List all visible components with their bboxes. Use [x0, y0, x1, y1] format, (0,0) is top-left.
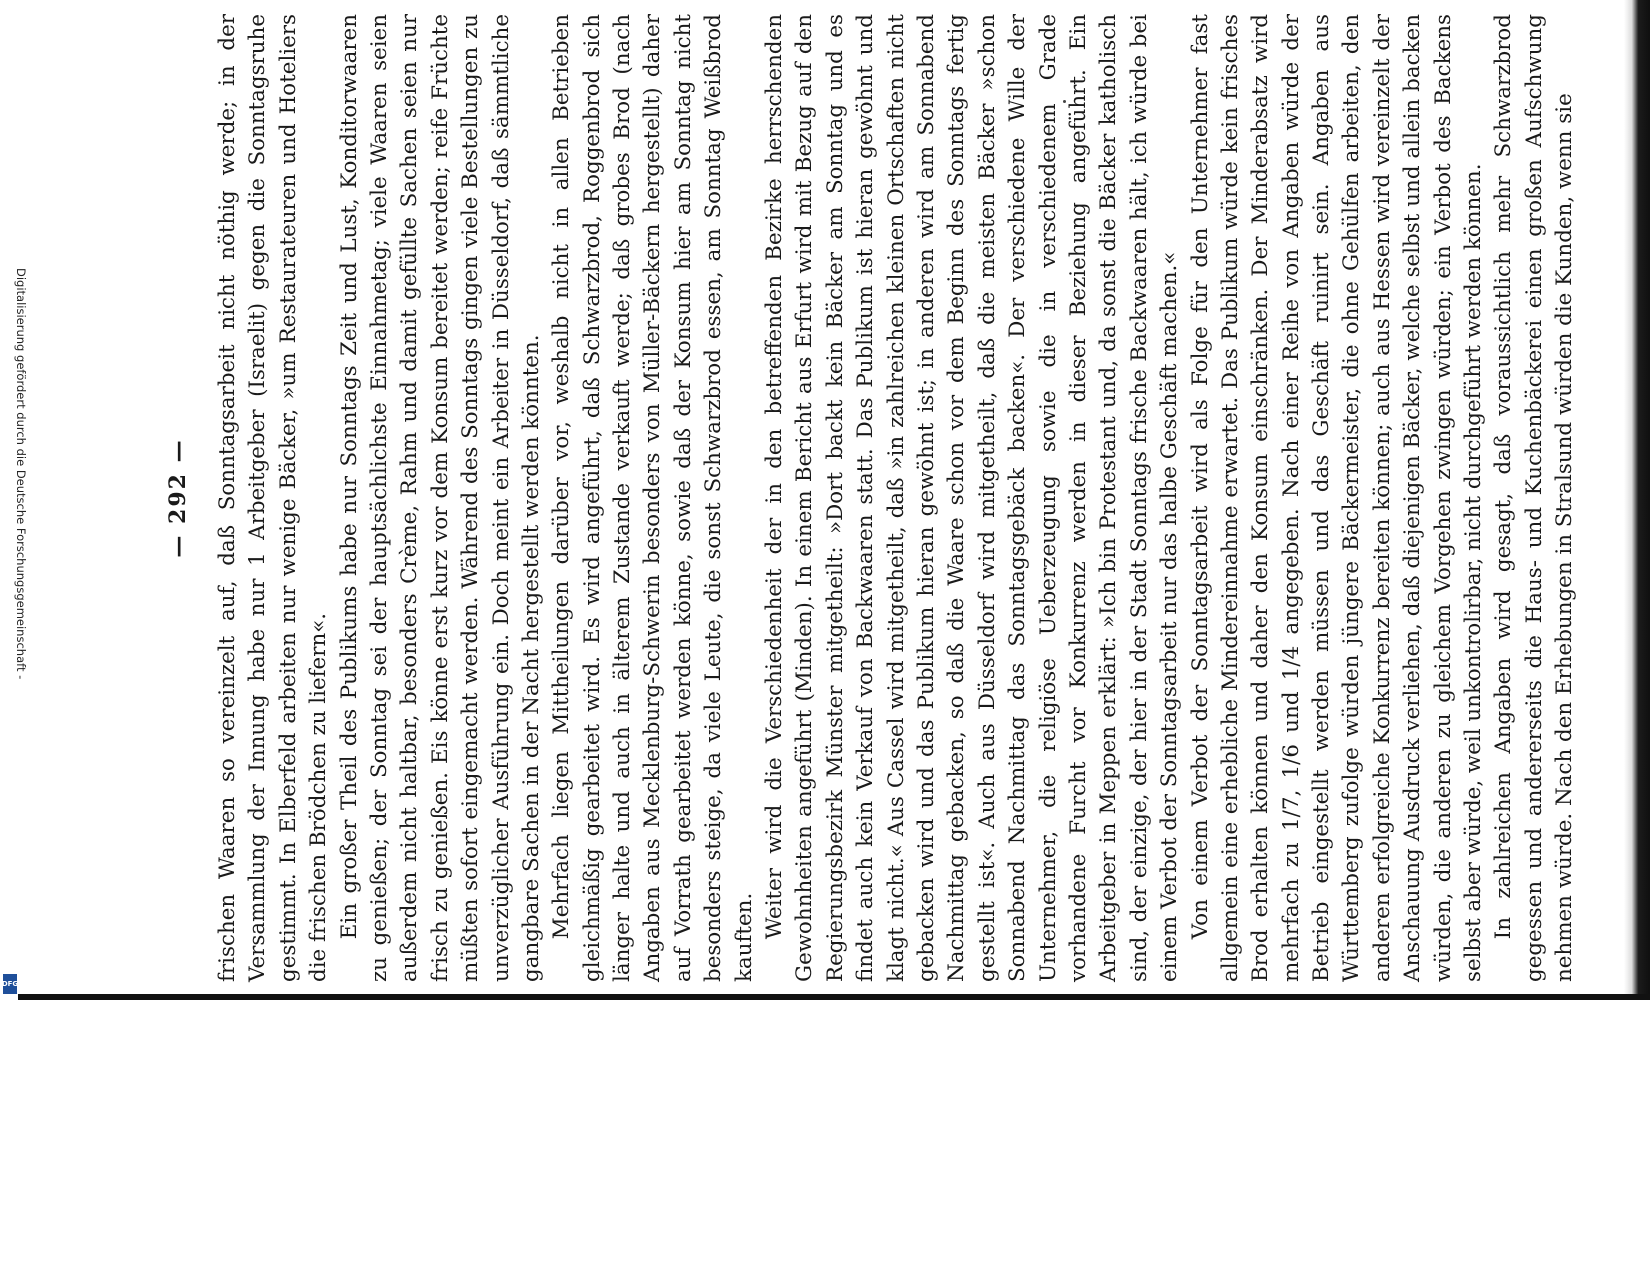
dfg-logo: DFG [3, 974, 17, 994]
page-number: — 292 — [165, 438, 191, 558]
paragraph: Ein großer Theil des Publikums habe nur Sonntags Zeit und Lust, Konditorwaaren zu genießen; der Sonntag sei der hauptsächlichste Einnahmetag; viele Waaren seien außerdem nicht haltbar, besonders Crème, Rahm und damit gefüllte Sachen seien nur frisch zu genießen. Eis könne erst kurz vor dem Konsum bereitet werden; reife Früchte müßten sofort eingemacht werden. Während des Sonntags gingen viele Bestellungen zu unverzüglicher Ausführung ein. Doch meint ein Arbeiter in Düsseldorf, daß sämmtliche gangbare Sachen in der Nacht hergestellt werden könnten. [336, 14, 544, 982]
scan-border [18, 994, 1650, 1000]
binding-edge [1624, 0, 1650, 1000]
document-page [165, 14, 1578, 982]
paragraph: Weiter wird die Verschiedenheit der in den betreffenden Bezirke herrschenden Gewohnheiten angeführt (Minden). In einem Bericht aus Erfurt wird mit Bezug auf den Regierungsbezirk Münster mitgetheilt: »Dort backt kein Bäcker am Sonntag und es findet auch kein Verkauf von Backwaaren statt. Das Publikum ist hieran gewöhnt und klagt nicht.« Aus Cassel wird mitgetheilt, daß »in zahlreichen kleinen Ortschaften nicht gebacken wird und das Publikum hieran gewöhnt ist; in anderen wird am Sonnabend Nachmittag gebacken, so daß die Waare schon vor dem Beginn des Sonntags fertig gestellt ist«. Auch aus Düsseldorf wird mitgetheilt, daß die meisten Bäcker »schon Sonnabend Nachmittag das Sonntagsgebäck backen«. Der verschiedene Wille der Unternehmer, die religiöse Ueberzeugung sowie die in verschiedenem Grade vorhandene Furcht vor Konkurrenz werden in dieser Beziehung angeführt. Ein Arbeitgeber in Meppen erklärt: »Ich bin Protestant und, da sonst die Bäcker katholisch sind, der einzige, der hier in der Stadt Sonntags frische Backwaaren hält, ich würde bei einem Verbot der Sonntagsarbeit nur das halbe Geschäft machen.« [762, 14, 1183, 982]
page-body [213, 14, 1581, 982]
credit-text: Digitalisierung gefördert durch die Deutsche Forschungsgemeinschaft - [14, 268, 28, 680]
paragraph: In zahlreichen Angaben wird gesagt, daß voraussichtlich mehr Schwarzbrod gegessen und andererseits die Haus- und Kuchenbäckerei einen großen Aufschwung nehmen würde. Nach den Erhebungen in Stralsund würden die Kunden, wenn sie [1491, 14, 1578, 982]
paragraph: frischen Waaren so vereinzelt auf, daß Sonntagsarbeit nicht nöthig werde; in der Versammlung der Innung habe nur 1 Arbeitgeber (Israelit) gegen die Sonntagsruhe gestimmt. In Elberfeld arbeiten nur wenige Bäcker, »um Restaurateuren und Hoteliers die frischen Brödchen zu liefern«. [215, 14, 332, 982]
digitization-credit [0, 0, 28, 1000]
paragraph: Mehrfach liegen Mittheilungen darüber vor, weshalb nicht in allen Betrieben gleichmäßig gearbeitet wird. Es wird angeführt, daß Schwarzbrod, Roggenbrod sich länger halte und auch in älterem Zustande verkauft werde; daß grobes Brod (nach Angaben aus Mecklenburg-Schwerin besonders von Müller-Bäckern hergestellt) daher auf Vorrath gearbeitet werden könne, sowie daß der Konsum hier am Sonntag nicht besonders steige, da viele Leute, die sonst Schwarzbrod essen, am Sonntag Weißbrod kauften. [549, 14, 757, 982]
paragraph: Von einem Verbot der Sonntagsarbeit wird als Folge für den Unternehmer fast allgemein eine erhebliche Mindereinnahme erwartet. Das Publikum würde kein frisches Brod erhalten können und daher den Konsum einschränken. Der Minderabsatz wird mehrfach zu 1/7, 1/6 und 1/4 angegeben. Nach einer Reihe von Angaben würde der Betrieb eingestellt werden müssen und das Geschäft ruinirt sein. Angaben aus Württemberg zufolge würden jüngere Bäckermeister, die ohne Gehülfen arbeiten, den anderen erfolgreiche Konkurrenz bereiten können; auch aus Hessen wird vereinzelt der Anschauung Ausdruck verliehen, daß diejenigen Bäcker, welche selbst und allein backen würden, die anderen zu gleichem Vorgehen zwingen würden; ein Verbot des Backens selbst aber würde, weil unkontrolirbar, nicht durchgeführt werden können. [1187, 14, 1487, 982]
